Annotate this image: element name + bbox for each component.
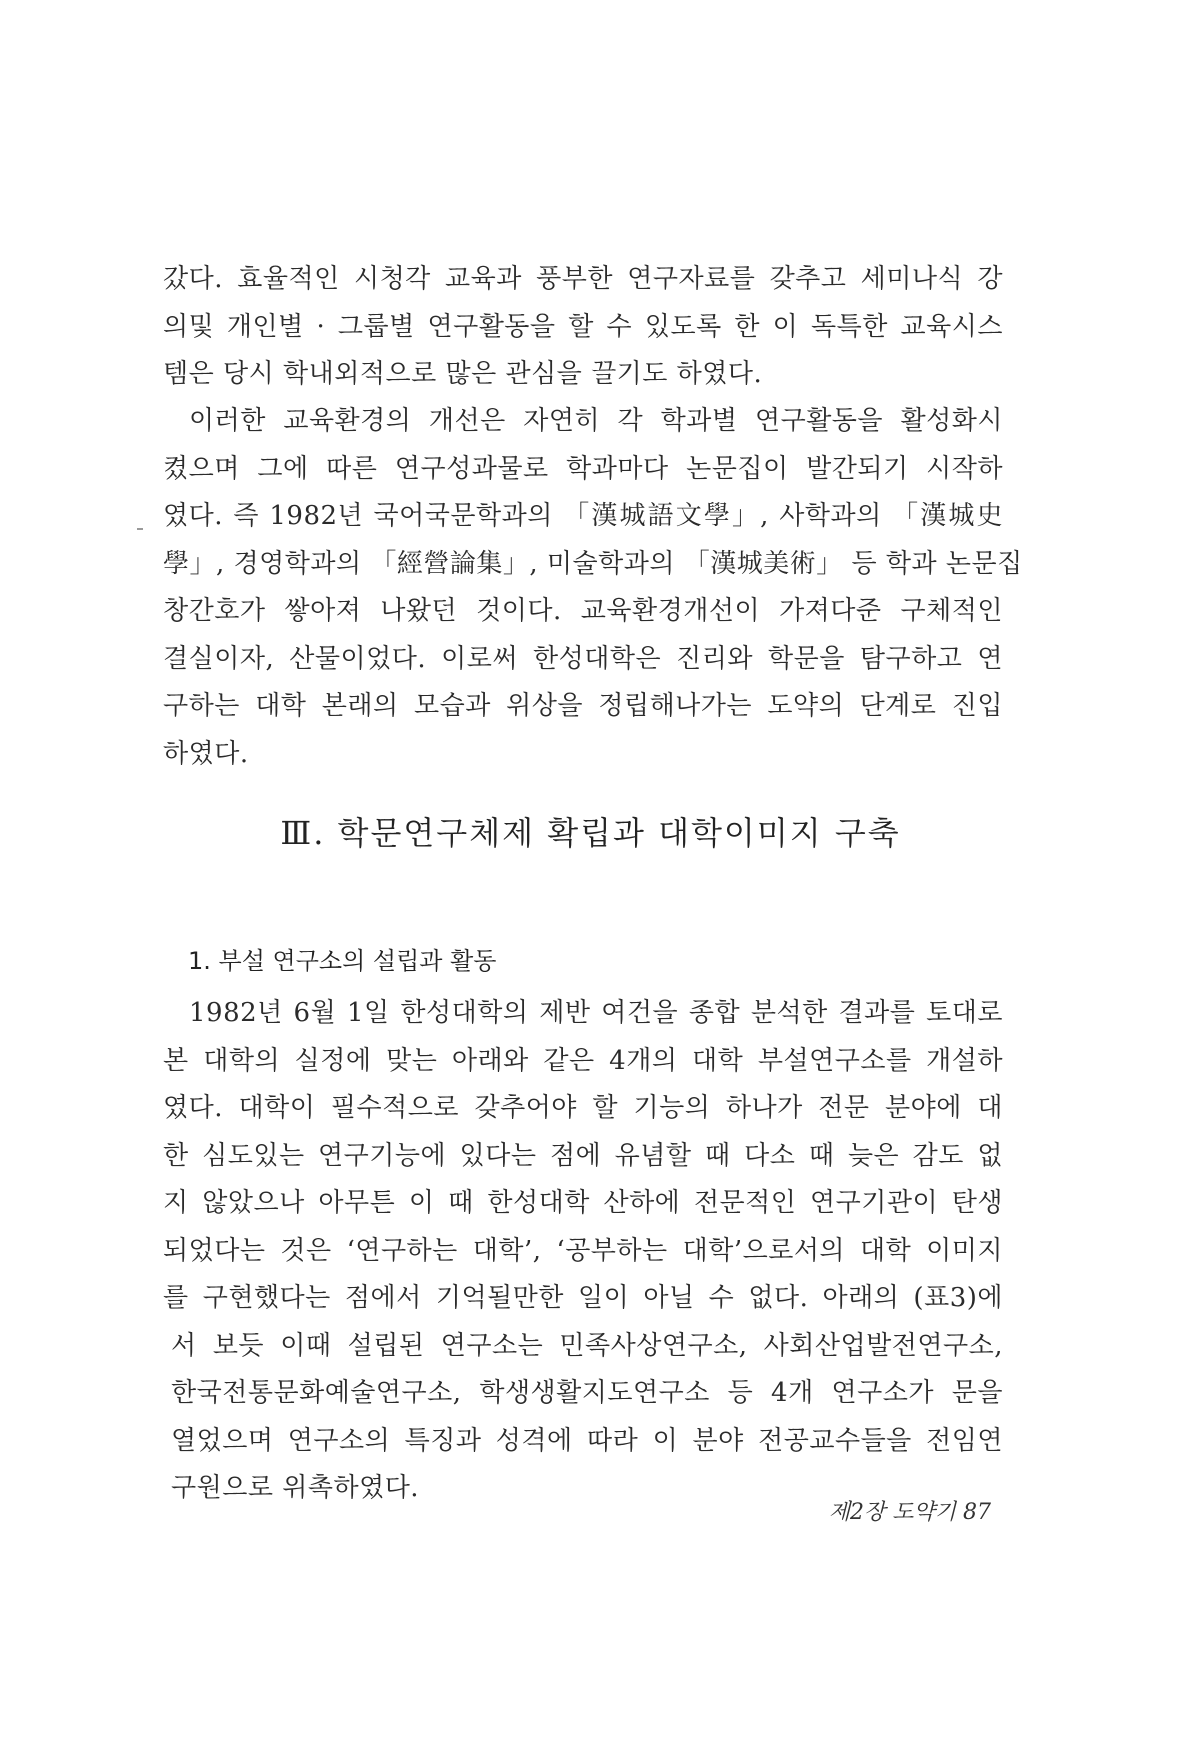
text-line: 열었으며 연구소의 특징과 성격에 따라 이 분야 전공교수들을 전임연 [171,1425,1003,1456]
text-line: 서 보듯 이때 설립된 연구소는 민족사상연구소, 사회산업발전연구소, [171,1330,1003,1361]
text-line: 갔다. 효율적인 시청각 교육과 풍부한 연구자료를 갖추고 세미나식 강 [163,264,1003,294]
page-footer: 제2장 도약기 87 [828,1500,991,1525]
chapter-heading: Ⅲ. 학문연구체제 확립과 대학이미지 구축 [280,814,901,852]
text-line: 의및 개인별 · 그룹별 연구활동을 할 수 있도록 한 이 독특한 교육시스 [163,311,1003,342]
text-line: 지 않았으나 아무튼 이 때 한성대학 산하에 전문적인 연구기관이 탄생 [163,1188,1003,1218]
text-line: 이러한 교육환경의 개선은 자연히 각 학과별 연구활동을 활성화시 [189,406,1003,436]
text-line: 결실이자, 산물이었다. 이로써 한성대학은 진리와 학문을 탐구하고 연 [163,643,1003,674]
text-line: 구하는 대학 본래의 모습과 위상을 정립해나가는 도약의 단계로 진입 [163,691,1003,721]
text-line: 한국전통문화예술연구소, 학생생활지도연구소 등 4개 연구소가 문을 [171,1378,1003,1408]
text-line: 켰으며 그에 따른 연구성과물로 학과마다 논문집이 발간되기 시작하 [163,453,1003,484]
text-line: 하였다. [163,738,249,769]
text-line: 였다. 대학이 필수적으로 갖추어야 할 기능의 하나가 전문 분야에 대 [163,1093,1003,1123]
text-line: 1982년 6월 1일 한성대학의 제반 여건을 종합 분석한 결과를 토대로 [189,998,1003,1028]
text-line: 學」, 경영학과의 「經營論集」, 미술학과의 「漢城美術」 등 학과 논문집 [163,548,1023,579]
text-line: 창간호가 쌓아져 나왔던 것이다. 교육환경개선이 가져다준 구체적인 [163,596,1003,626]
paragraph-journals [163,398,1023,778]
paragraph-research-institutes [163,990,1003,1513]
text-line: 본 대학의 실정에 맞는 아래와 같은 4개의 대학 부설연구소를 개설하 [163,1045,1003,1076]
text-line: 템은 당시 학내외적으로 많은 관심을 끌기도 하였다. [163,359,763,389]
paragraph-continuation [163,256,1003,399]
text-line: 였다. 즉 1982년 국어국문학과의 「漢城語文學」, 사학과의 「漢城史 [163,501,1003,531]
text-line: 한 심도있는 연구기능에 있다는 점에 유념할 때 다소 때 늦은 감도 없 [163,1140,1003,1171]
section-heading: 1. 부설 연구소의 설립과 활동 [188,947,497,975]
text-line: 되었다는 것은 ‘연구하는 대학’, ‘공부하는 대학’으로서의 대학 이미지 [163,1235,1003,1266]
scan-speck [137,528,143,530]
text-line: 구원으로 위촉하였다. [171,1473,420,1503]
text-line: 를 구현했다는 점에서 기억될만한 일이 아닐 수 없다. 아래의 (표3)에 [163,1283,1003,1313]
